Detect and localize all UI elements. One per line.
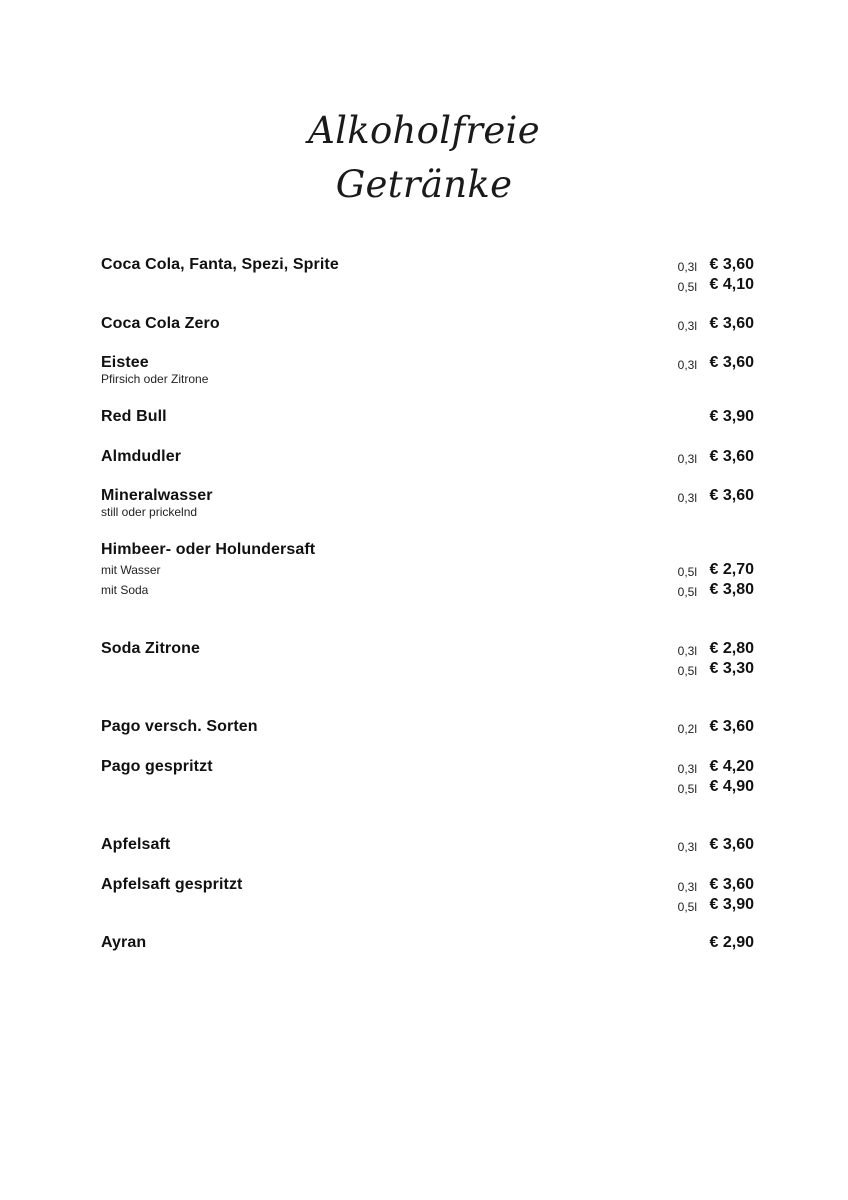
item-price: € 4,90	[709, 777, 754, 795]
price-row	[600, 639, 754, 659]
item-name: Eistee	[101, 354, 149, 371]
item-name: Himbeer- oder Holundersaft	[101, 541, 316, 558]
item-price: € 3,90	[709, 408, 754, 425]
price-row	[600, 777, 754, 797]
item-size: 0,3l	[677, 319, 697, 333]
item-size: 0,5l	[677, 565, 697, 579]
price-row	[600, 353, 754, 373]
item-size: 0,5l	[677, 781, 697, 796]
price-row	[600, 580, 754, 600]
item-price: € 4,10	[709, 275, 754, 293]
price-row	[600, 875, 754, 895]
price-row	[600, 835, 754, 855]
price-row	[600, 933, 754, 953]
item-price: € 3,60	[709, 487, 754, 504]
item-price: € 3,60	[709, 876, 754, 893]
item-size: 0,3l	[677, 840, 697, 854]
item-size: 0,3l	[677, 762, 697, 776]
price-row	[600, 895, 754, 915]
item-variant: mit Wasser	[101, 563, 161, 577]
item-price: € 3,60	[709, 354, 754, 371]
item-name: Red Bull	[101, 408, 167, 425]
item-price: € 3,60	[709, 448, 754, 465]
item-size: 0,3l	[677, 491, 697, 505]
price-row	[600, 757, 754, 777]
item-size: 0,5l	[677, 663, 697, 678]
item-name: Soda Zitrone	[101, 640, 200, 657]
item-price: € 4,20	[709, 758, 754, 775]
item-price: € 2,70	[709, 561, 754, 578]
item-size: 0,3l	[677, 452, 697, 466]
item-name: Apfelsaft gespritzt	[101, 876, 243, 893]
title-line-2: Getränke	[335, 163, 513, 206]
item-size: 0,3l	[677, 260, 697, 274]
item-size: 0,2l	[677, 722, 697, 736]
price-row	[600, 560, 754, 580]
item-price: € 3,60	[709, 718, 754, 735]
item-size: 0,3l	[677, 644, 697, 658]
item-price: € 3,90	[709, 895, 754, 913]
item-name: Pago gespritzt	[101, 758, 213, 775]
item-name: Apfelsaft	[101, 836, 171, 853]
item-price: € 3,60	[709, 256, 754, 273]
price-row	[600, 486, 754, 506]
item-price: € 2,90	[709, 934, 754, 951]
item-size: 0,5l	[677, 899, 697, 914]
item-name: Pago versch. Sorten	[101, 718, 258, 735]
item-description: still oder prickelnd	[101, 505, 198, 519]
item-name: Almdudler	[101, 448, 182, 465]
item-variant: mit Soda	[101, 582, 149, 597]
item-name: Coca Cola, Fanta, Spezi, Sprite	[101, 256, 339, 273]
item-price: € 2,80	[709, 640, 754, 657]
item-price: € 3,30	[709, 659, 754, 677]
item-description: Pfirsich oder Zitrone	[101, 372, 209, 386]
price-row	[600, 275, 754, 295]
title-line-1: Alkoholfreie	[308, 109, 540, 152]
item-size: 0,3l	[677, 358, 697, 372]
item-price: € 3,60	[709, 836, 754, 853]
item-name: Ayran	[101, 934, 147, 951]
price-row	[600, 255, 754, 275]
item-name: Mineralwasser	[101, 487, 213, 504]
item-size: 0,3l	[677, 880, 697, 894]
price-row	[600, 717, 754, 737]
price-row	[600, 314, 754, 334]
item-size: 0,5l	[677, 279, 697, 294]
page-title	[0, 104, 848, 212]
item-name: Coca Cola Zero	[101, 315, 220, 332]
price-row	[600, 407, 754, 427]
price-row	[600, 447, 754, 467]
price-row	[600, 659, 754, 679]
item-size: 0,5l	[677, 584, 697, 599]
item-price: € 3,80	[709, 580, 754, 598]
item-price: € 3,60	[709, 315, 754, 332]
